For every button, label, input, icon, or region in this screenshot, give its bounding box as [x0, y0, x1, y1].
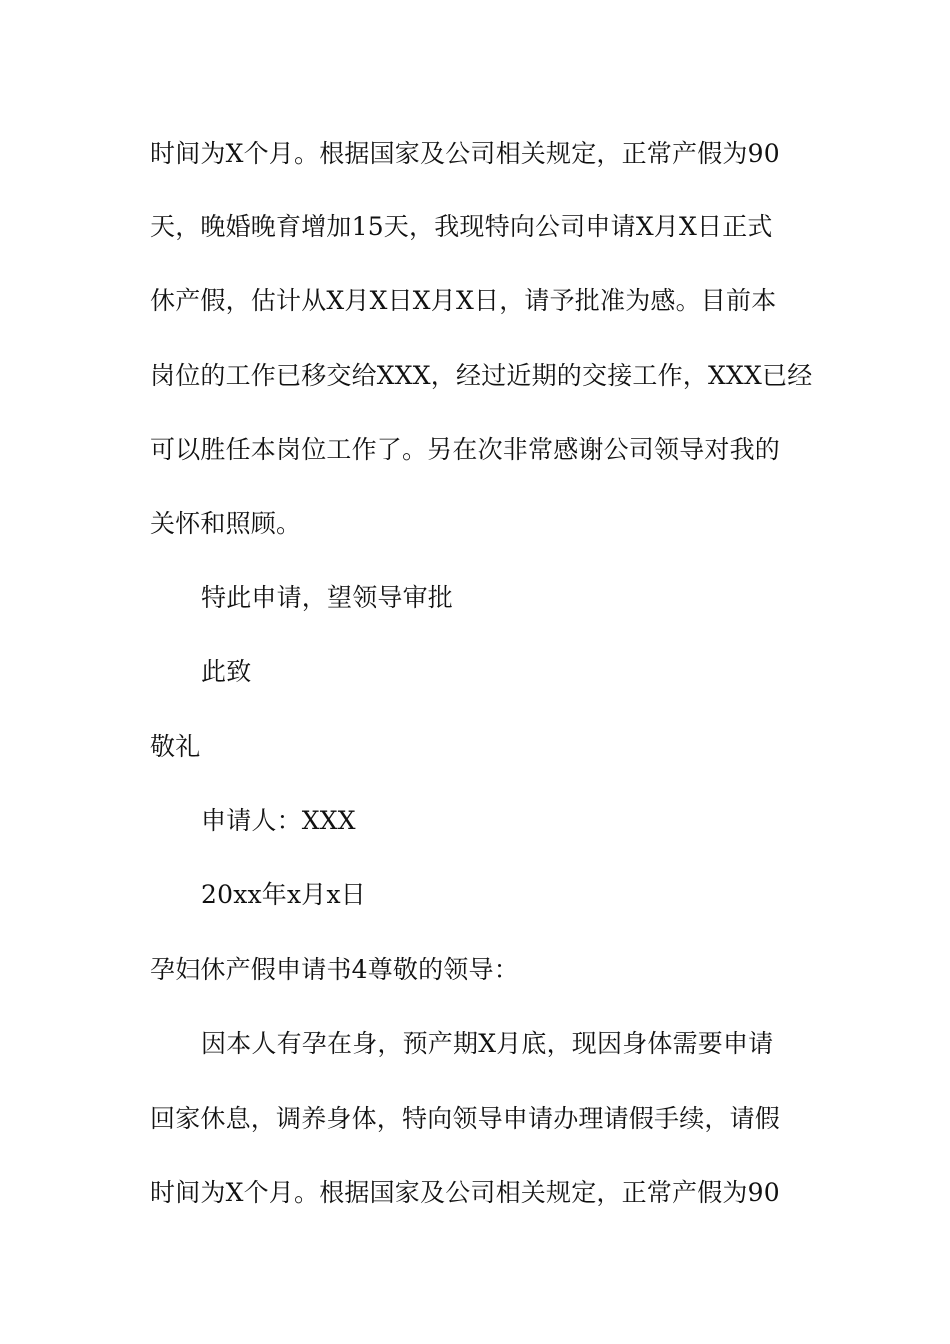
paragraph-line: 岗位的工作已移交给XXX，经过近期的交接工作，XXX已经: [150, 361, 813, 390]
request-closing-line: 特此申请，望领导审批: [201, 583, 454, 612]
salutation-line: 此致: [201, 657, 252, 686]
paragraph-line: 回家休息，调养身体，特向领导申请办理请假手续，请假: [150, 1104, 781, 1133]
date-line: 20xx年x月x日: [201, 880, 367, 909]
paragraph-line: 休产假，估计从X月X日X月X日，请予批准为感。目前本: [150, 286, 777, 315]
salutation-line: 敬礼: [150, 732, 201, 761]
paragraph-line: 时间为X个月。根据国家及公司相关规定，正常产假为90: [150, 1178, 780, 1207]
applicant-line: 申请人：XXX: [201, 806, 356, 835]
paragraph-line: 可以胜任本岗位工作了。另在次非常感谢公司领导对我的: [150, 435, 781, 464]
paragraph-line: 天，晚婚晚育增加15天，我现特向公司申请X月X日正式: [150, 212, 773, 241]
paragraph-line: 因本人有孕在身，预产期X月底，现因身体需要申请: [201, 1029, 774, 1058]
paragraph-line: 时间为X个月。根据国家及公司相关规定，正常产假为90: [150, 139, 780, 168]
section-heading: 孕妇休产假申请书4尊敬的领导：: [150, 955, 519, 984]
paragraph-line: 关怀和照顾。: [150, 509, 302, 538]
